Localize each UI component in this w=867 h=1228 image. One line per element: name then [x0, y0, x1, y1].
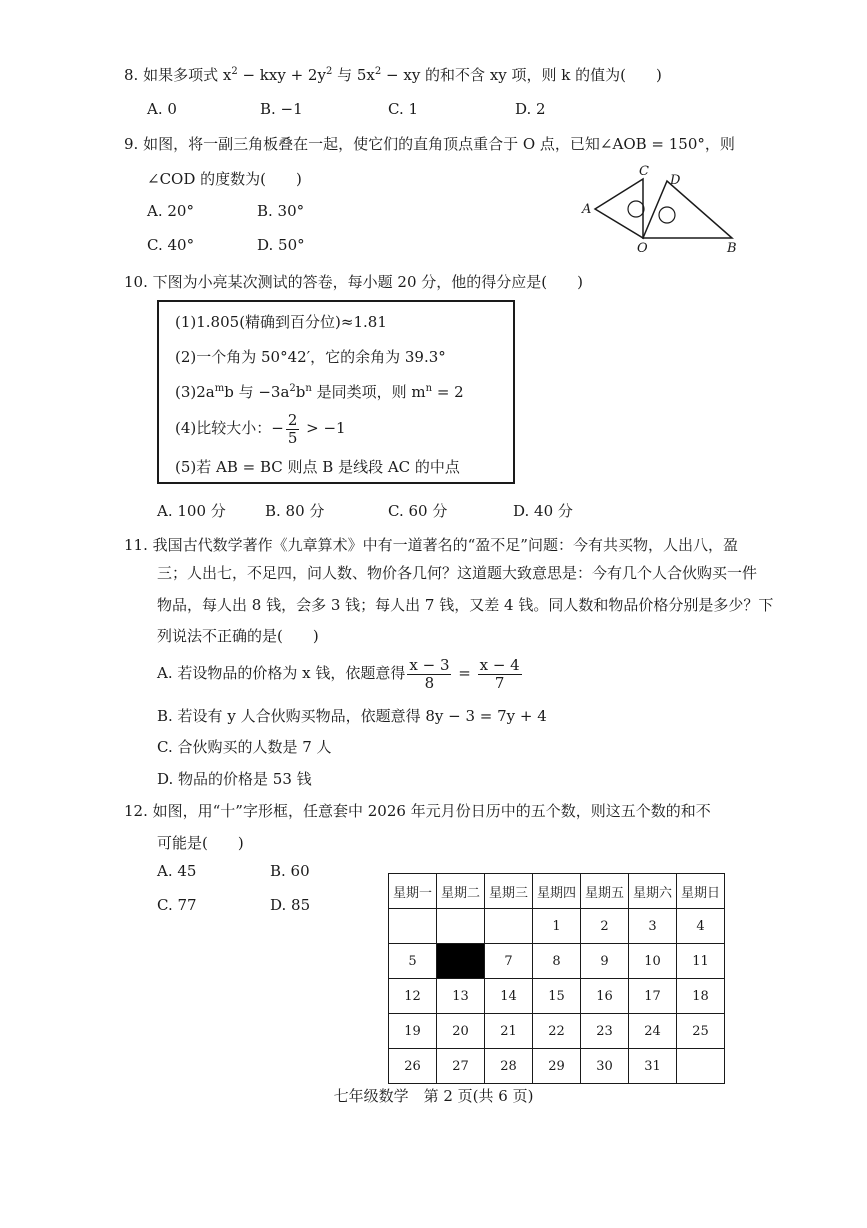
calendar-row — [389, 909, 725, 944]
q8-option-c: C. 1 — [388, 100, 419, 118]
calendar-day-cell — [677, 1049, 725, 1084]
calendar-day-cell: 26 — [389, 1049, 437, 1084]
answer-item-2: (2)一个角为 50°42′，它的余角为 39.3° — [175, 348, 446, 366]
q11-stem-line1: 11. 我国古代数学著作《九章算术》中有一道著名的“盈不足”问题：今有共买物，人出八，盈 — [124, 536, 738, 554]
calendar-row — [389, 979, 725, 1014]
calendar-day-cell: 30 — [581, 1049, 629, 1084]
calendar-header: 星期二 — [437, 874, 485, 909]
q9-stem-line2: ∠COD 的度数为( ) — [147, 170, 302, 188]
calendar-header: 星期五 — [581, 874, 629, 909]
calendar-day-cell: 15 — [533, 979, 581, 1014]
q12-stem-line2: 可能是( ) — [157, 834, 244, 852]
calendar-day-cell: 27 — [437, 1049, 485, 1084]
calendar-row — [389, 1049, 725, 1084]
calendar-day-cell: 9 — [581, 944, 629, 979]
calendar-day-cell: 1 — [533, 909, 581, 944]
q10-option-a: A. 100 分 — [157, 502, 226, 520]
fraction-x-minus-4-over-7: $\frac{x - 4}{7}$ — [479, 656, 520, 692]
triangle-aoc — [595, 179, 643, 238]
q9-option-b: B. 30° — [257, 202, 305, 220]
q8-option-a: A. 0 — [147, 100, 177, 118]
calendar-day-cell: 4 — [677, 909, 725, 944]
q10-option-b: B. 80 分 — [265, 502, 325, 520]
calendar-day-cell: 23 — [581, 1014, 629, 1049]
calendar-header: 星期四 — [533, 874, 581, 909]
calendar-day-cell: 2 — [581, 909, 629, 944]
q10-option-d: D. 40 分 — [513, 502, 573, 520]
calendar-day-cell — [389, 909, 437, 944]
calendar-header: 星期六 — [629, 874, 677, 909]
q10-stem: 10. 下图为小亮某次测试的答卷，每小题 20 分，他的得分应是( ) — [124, 273, 583, 291]
q12-option-b: B. 60 — [270, 862, 310, 880]
calendar-day-cell: 12 — [389, 979, 437, 1014]
q11-stem-line3: 物品，每人出 8 钱，会多 3 钱；每人出 7 钱，又差 4 钱。同人数和物品价格分别是多少？下 — [157, 596, 774, 614]
calendar-row — [389, 1014, 725, 1049]
label-d: D — [670, 173, 681, 188]
calendar-day-cell: 11 — [677, 944, 725, 979]
calendar-header: 星期三 — [485, 874, 533, 909]
fraction-x-minus-3-over-8: $\frac{x - 3}{8}$ — [409, 656, 450, 692]
q8-option-b: B. −1 — [260, 100, 303, 118]
q8-stem: 8. 如果多项式 $x^2$ − kxy + $2y^2$ 与 $5x^2$ − xy 的和不含 xy 项，则 k 的值为( ) — [124, 66, 662, 84]
q12-option-c: C. 77 — [157, 896, 197, 914]
calendar-day-cell: 10 — [629, 944, 677, 979]
answer-item-1: (1)1.805(精确到百分位)≈1.81 — [175, 313, 387, 331]
calendar-day-cell: 18 — [677, 979, 725, 1014]
calendar-day-cell: 20 — [437, 1014, 485, 1049]
q9-option-a: A. 20° — [147, 202, 194, 220]
label-o: O — [637, 241, 648, 255]
calendar-day-cell: 5 — [389, 944, 437, 979]
triangle-dob — [643, 181, 732, 238]
calendar-day-cell: 19 — [389, 1014, 437, 1049]
q11-stem-line4: 列说法不正确的是( ) — [157, 627, 319, 645]
label-c: C — [639, 164, 649, 179]
calendar-header-row — [389, 874, 725, 909]
q11-option-d: D. 物品的价格是 53 钱 — [157, 770, 312, 788]
calendar-day-cell: 25 — [677, 1014, 725, 1049]
calendar-day-cell: 28 — [485, 1049, 533, 1084]
triangle-hole-right — [659, 207, 675, 223]
calendar-day-cell: 24 — [629, 1014, 677, 1049]
answer-item-4: (4)比较大小：− $\frac{2}{5}$ > −1 — [175, 411, 346, 447]
q10-option-c: C. 60 分 — [388, 502, 448, 520]
calendar-day-cell: 16 — [581, 979, 629, 1014]
calendar-day-cell: 29 — [533, 1049, 581, 1084]
triangle-set-diagram — [577, 160, 747, 255]
page-footer: 七年级数学 第 2 页(共 6 页) — [333, 1087, 534, 1105]
calendar-day-cell: 7 — [485, 944, 533, 979]
q9-option-d: D. 50° — [257, 236, 305, 254]
q10-answer-sheet — [157, 300, 515, 484]
calendar-day-cell — [485, 909, 533, 944]
fraction-two-fifths: $\frac{2}{5}$ — [287, 411, 298, 447]
q8-option-d: D. 2 — [515, 100, 546, 118]
calendar-day-cell — [437, 909, 485, 944]
calendar-covered-cell — [437, 944, 485, 979]
q12-option-d: D. 85 — [270, 896, 311, 914]
calendar-header: 星期一 — [389, 874, 437, 909]
calendar-day-cell: 22 — [533, 1014, 581, 1049]
calendar-day-cell: 3 — [629, 909, 677, 944]
q9-stem-line1: 9. 如图，将一副三角板叠在一起，使它们的直角顶点重合于 O 点，已知∠AOB = 150°，则 — [124, 135, 735, 153]
answer-item-3: $(3)2a^mb$ 与 $-3a^2b^n$ 是同类项，则 $m^n = 2$ — [175, 383, 464, 401]
q11-option-b: B. 若设有 y 人合伙购买物品，依题意得 8y − 3 = 7y + 4 — [157, 707, 547, 725]
q12-option-a: A. 45 — [157, 862, 197, 880]
q11-option-a: A. 若设物品的价格为 x 钱，依题意得 $\frac{x - 3}{8}$ = $\frac{x - 4}{7}$ — [157, 656, 520, 692]
calendar-day-cell: 14 — [485, 979, 533, 1014]
q11-stem-line2: 三；人出七，不足四，问人数、物价各几何？这道题大致意思是：今有几个人合伙购买一件 — [157, 564, 758, 582]
triangle-hole-left — [628, 201, 644, 217]
label-b: B — [727, 241, 737, 255]
label-a: A — [582, 202, 592, 217]
q9-option-c: C. 40° — [147, 236, 195, 254]
calendar-day-cell: 8 — [533, 944, 581, 979]
calendar-day-cell: 21 — [485, 1014, 533, 1049]
calendar-day-cell: 13 — [437, 979, 485, 1014]
q11-option-c: C. 合伙购买的人数是 7 人 — [157, 738, 332, 756]
calendar-day-cell: 17 — [629, 979, 677, 1014]
answer-item-5: (5)若 AB = BC 则点 B 是线段 AC 的中点 — [175, 458, 460, 476]
calendar-day-cell: 31 — [629, 1049, 677, 1084]
calendar-row — [389, 944, 725, 979]
q12-stem-line1: 12. 如图，用“十”字形框，任意套中 2026 年元月份日历中的五个数，则这五个数的和不 — [124, 802, 711, 820]
calendar-header: 星期日 — [677, 874, 725, 909]
calendar-table — [388, 873, 725, 1084]
